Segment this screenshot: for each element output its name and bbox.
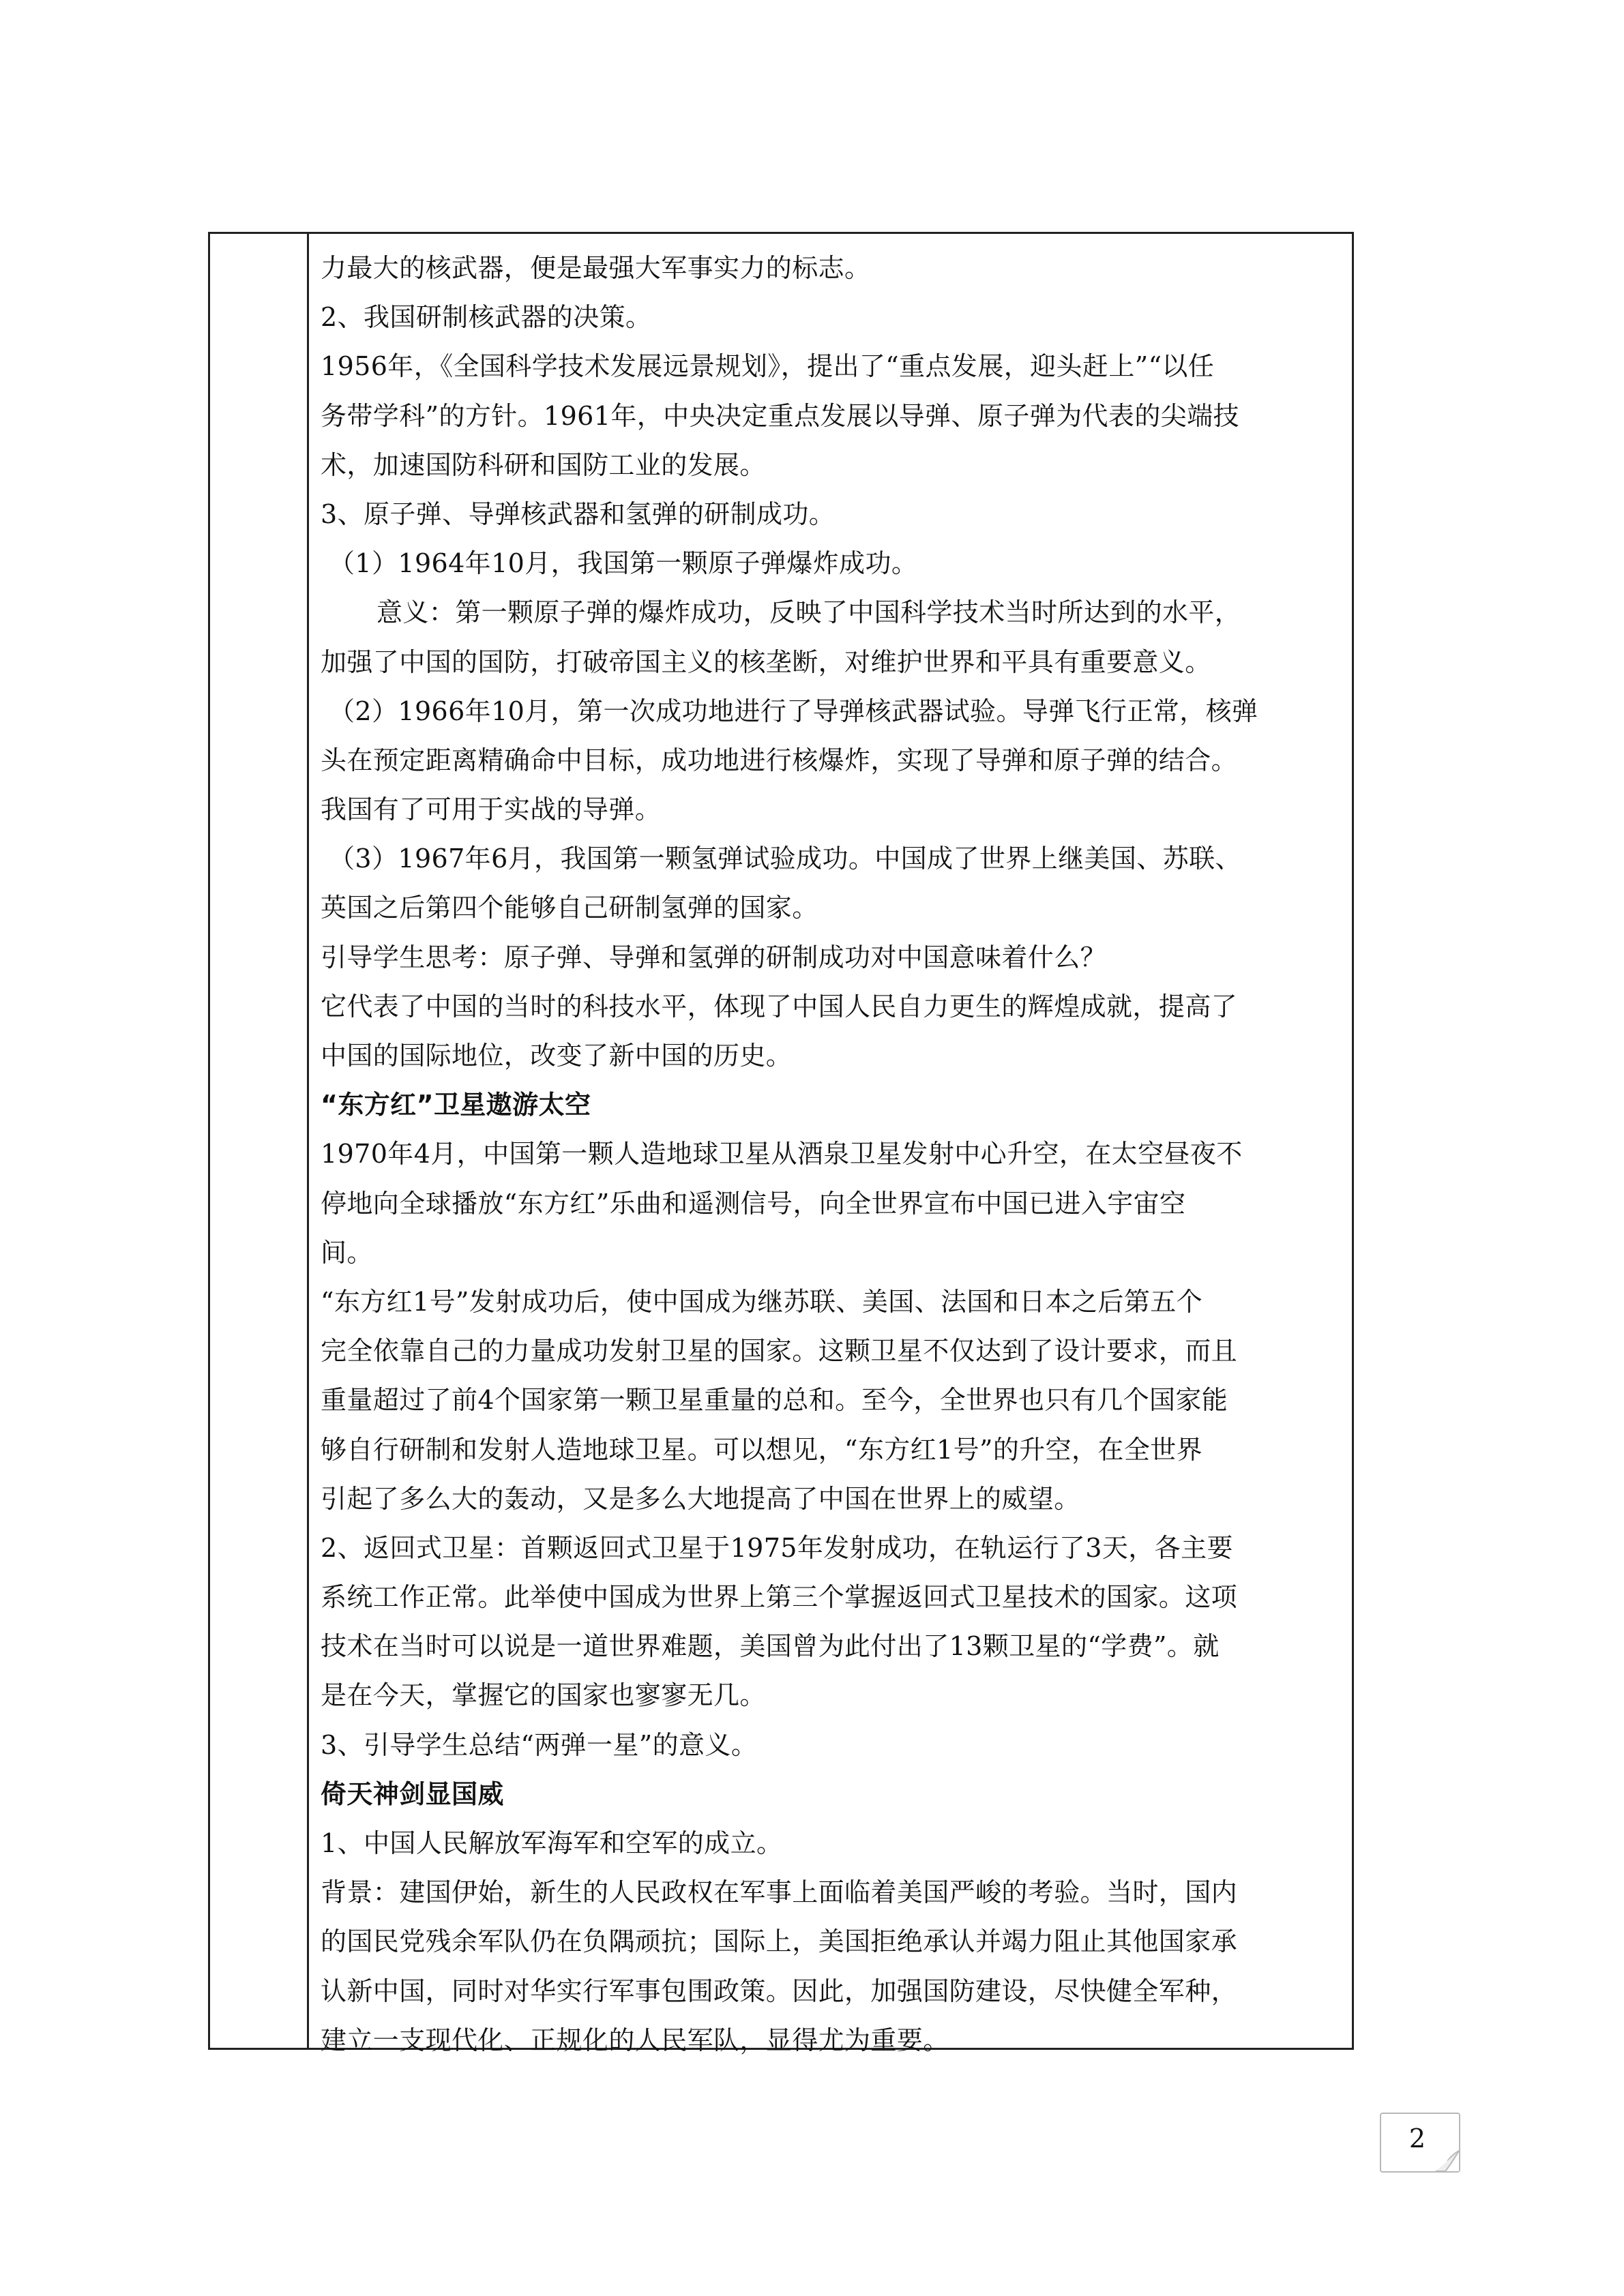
page-number-badge: [1380, 2113, 1460, 2173]
page-number: 2: [1408, 2123, 1426, 2153]
text-line: 加强了中国的国防，打破帝国主义的核垄断，对维护世界和平具有重要意义。: [321, 646, 1211, 677]
text-line: 背景：建国伊始，新生的人民政权在军事上面临着美国严峻的考验。当时，国内: [321, 1877, 1238, 1908]
section-heading: 倚天神剑显国威: [321, 1778, 504, 1809]
text-line: 2、返回式卫星：首颗返回式卫星于1975年发射成功，在轨运行了3天，各主要: [321, 1532, 1233, 1563]
text-line: “东方红1号”发射成功后，使中国成为继苏联、美国、法国和日本之后第五个: [321, 1286, 1203, 1317]
text-line: 我国有了可用于实战的导弹。: [321, 794, 662, 825]
text-line: 重量超过了前4个国家第一颗卫星重量的总和。至今，全世界也只有几个国家能: [321, 1385, 1228, 1416]
text-line: 引起了多么大的轰动，又是多么大地提高了中国在世界上的威望。: [321, 1483, 1080, 1514]
column-divider: [307, 234, 309, 2048]
text-line: 英国之后第四个能够自己研制氢弹的国家。: [321, 893, 818, 923]
text-line: 意义：第一颗原子弹的爆炸成功，反映了中国科学技术当时所达到的水平，: [377, 597, 1241, 628]
text-line: 1、中国人民解放军海军和空军的成立。: [321, 1828, 783, 1858]
text-line: （2）1966年10月，第一次成功地进行了导弹核武器试验。导弹飞行正常，核弹: [329, 696, 1258, 726]
lesson-content-cell: [321, 243, 1342, 2055]
text-line: 3、引导学生总结“两弹一星”的意义。: [321, 1729, 758, 1760]
text-line: 头在预定距离精确命中目标，成功地进行核爆炸，实现了导弹和原子弹的结合。: [321, 745, 1238, 775]
text-line: 中国的国际地位，改变了新中国的历史。: [321, 1041, 793, 1071]
text-line: 的国民党残余军队仍在负隅顽抗；国际上，美国拒绝承认并竭力阻止其他国家承: [321, 1926, 1238, 1957]
text-line: 系统工作正常。此举使中国成为世界上第三个掌握返回式卫星技术的国家。这项: [321, 1582, 1238, 1613]
text-line: 够自行研制和发射人造地球卫星。可以想见，“东方红1号”的升空，在全世界: [321, 1434, 1203, 1465]
text-line: 务带学科”的方针。1961年，中央决定重点发展以导弹、原子弹为代表的尖端技: [321, 400, 1239, 431]
text-line: 1956年，《全国科学技术发展远景规划》，提出了“重点发展，迎头赶上”“以任: [321, 351, 1215, 382]
page-curl-icon: [1436, 2148, 1460, 2173]
text-line: 术，加速国防科研和国防工业的发展。: [321, 449, 766, 480]
text-line: （1）1964年10月，我国第一颗原子弹爆炸成功。: [329, 548, 918, 579]
text-line: 间。: [321, 1237, 373, 1268]
text-line: 完全依靠自己的力量成功发射卫星的国家。这颗卫星不仅达到了设计要求，而且: [321, 1336, 1238, 1367]
text-line: 建立一支现代化、正规化的人民军队，显得尤为重要。: [321, 2025, 949, 2055]
text-line: 1970年4月，中国第一颗人造地球卫星从酒泉卫星发射中心升空，在太空昼夜不: [321, 1139, 1243, 1169]
text-line: 2、我国研制核武器的决策。: [321, 302, 652, 333]
section-heading: “东方红”卫星遨游太空: [321, 1090, 591, 1120]
text-line: 认新中国，同时对华实行军事包围政策。因此，加强国防建设，尽快健全军种，: [321, 1976, 1238, 2006]
text-line: 它代表了中国的当时的科技水平，体现了中国人民自力更生的辉煌成就，提高了: [321, 991, 1238, 1022]
text-line: 停地向全球播放“东方红”乐曲和遥测信号，向全世界宣布中国已进入宇宙空: [321, 1188, 1186, 1219]
text-line: （3）1967年6月，我国第一颗氢弹试验成功。中国成了世界上继美国、苏联、: [329, 844, 1241, 874]
text-line: 是在今天，掌握它的国家也寥寥无几。: [321, 1680, 766, 1711]
text-line: 技术在当时可以说是一道世界难题，美国曾为此付出了13颗卫星的“学费”。就: [321, 1631, 1220, 1662]
text-line: 引导学生思考：原子弹、导弹和氢弹的研制成功对中国意味着什么？: [321, 942, 1107, 972]
lesson-table: [208, 232, 1354, 2055]
text-line: 3、原子弹、导弹核武器和氢弹的研制成功。: [321, 498, 836, 529]
text-line: 力最大的核武器，便是最强大军事实力的标志。: [321, 253, 871, 283]
